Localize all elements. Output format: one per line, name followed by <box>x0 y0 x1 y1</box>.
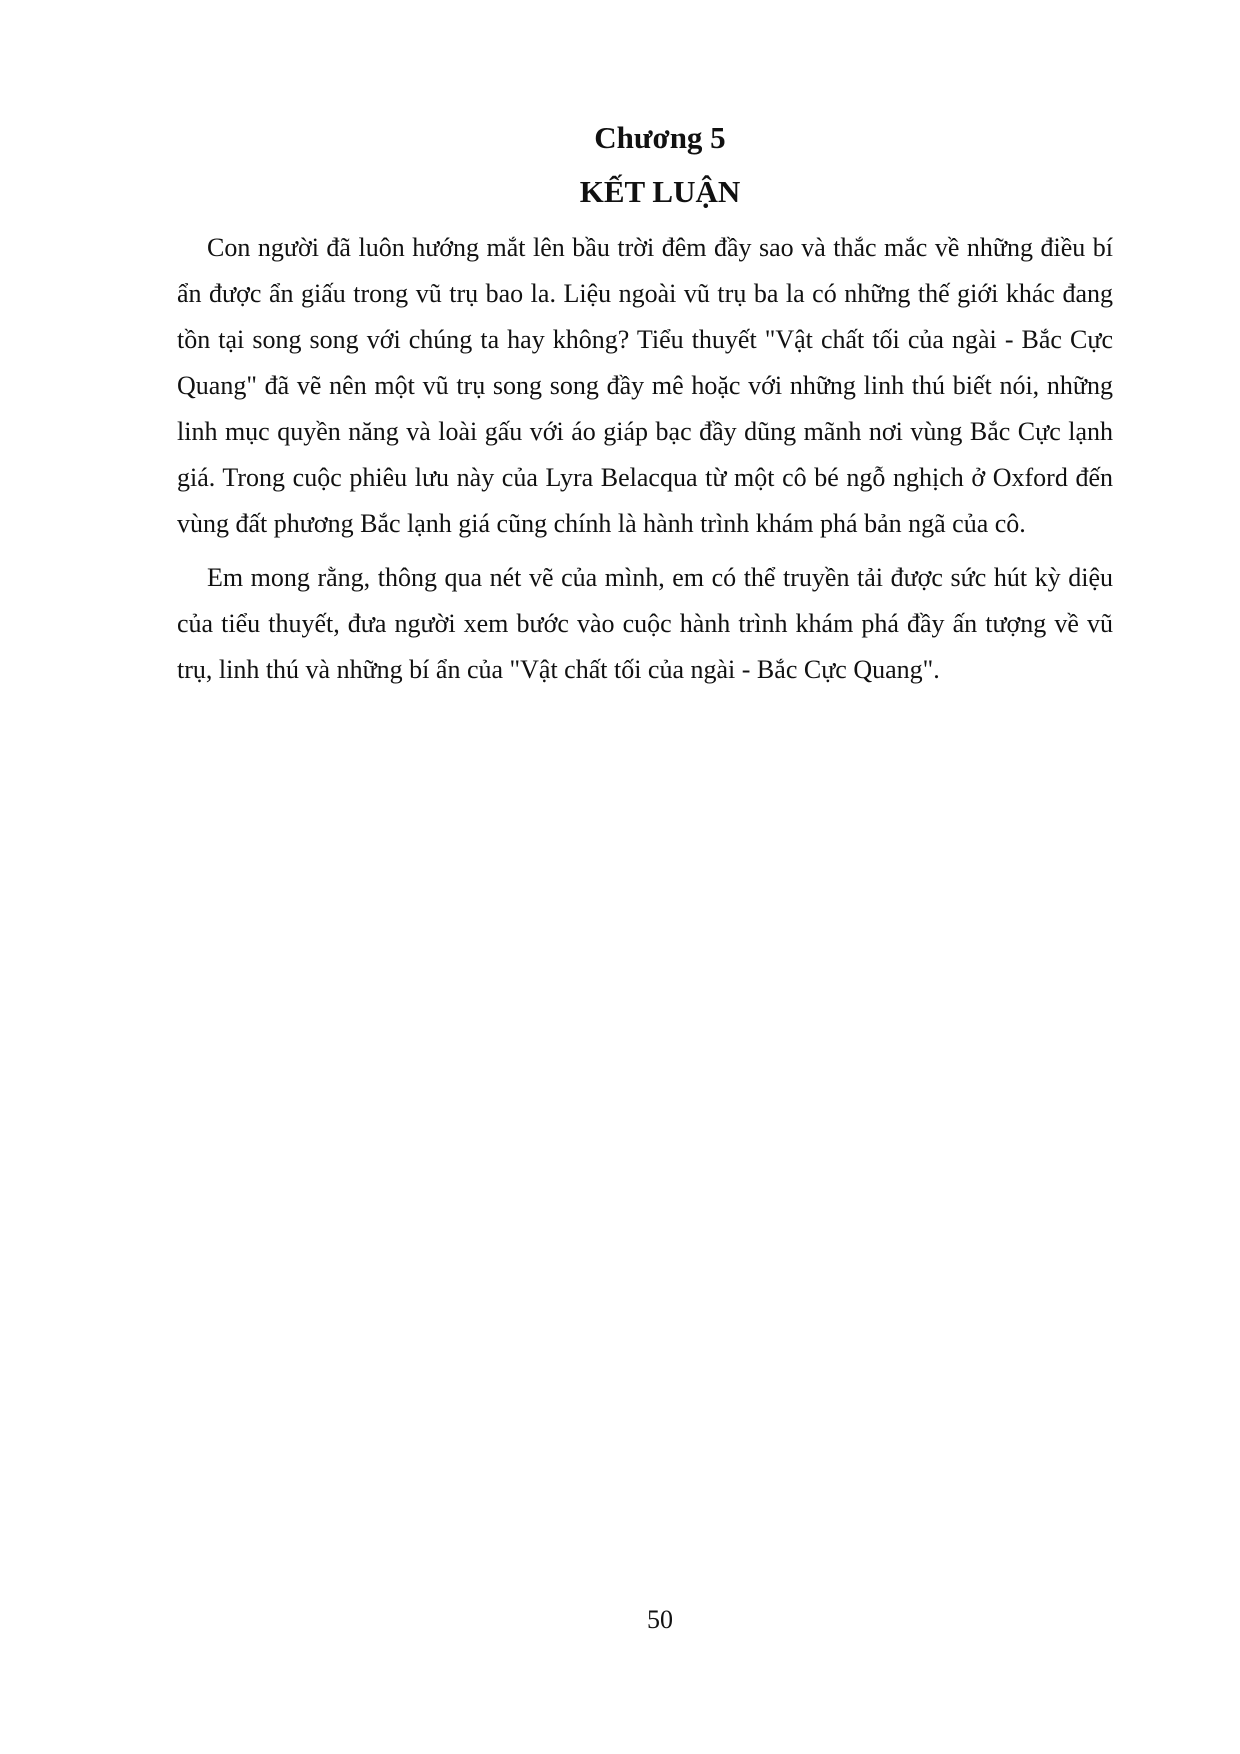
chapter-number: Chương 5 <box>594 120 726 155</box>
page-number: 50 <box>647 1605 673 1634</box>
chapter-title: KẾT LUẬN <box>579 174 741 209</box>
body-text <box>177 225 1113 701</box>
paragraph: Con người đã luôn hướng mắt lên bầu trời đêm đầy sao và thắc mắc về những điều bí ẩn được ẩn giấu trong vũ trụ bao la. Liệu ngoài vũ trụ ba la có những thế giới khác đang tồn tại song song với chúng ta hay không? Tiểu thuyết "Vật chất tối của ngài - Bắc Cực Quang" đã vẽ nên một vũ trụ song song đầy mê hoặc với những linh thú biết nói, những linh mục quyền năng và loài gấu với áo giáp bạc đầy dũng mãnh nơi vùng Bắc Cực lạnh giá. Trong cuộc phiêu lưu này của Lyra Belacqua từ một cô bé ngỗ nghịch ở Oxford đến vùng đất phương Bắc lạnh giá cũng chính là hành trình khám phá bản ngã của cô. <box>177 233 1113 538</box>
paragraph: Em mong rằng, thông qua nét vẽ của mình, em có thể truyền tải được sức hút kỳ diệu của tiểu thuyết, đưa người xem bước vào cuộc hành trình khám phá đầy ấn tượng về vũ trụ, linh thú và những bí ẩn của "Vật chất tối của ngài - Bắc Cực Quang". <box>177 563 1113 684</box>
